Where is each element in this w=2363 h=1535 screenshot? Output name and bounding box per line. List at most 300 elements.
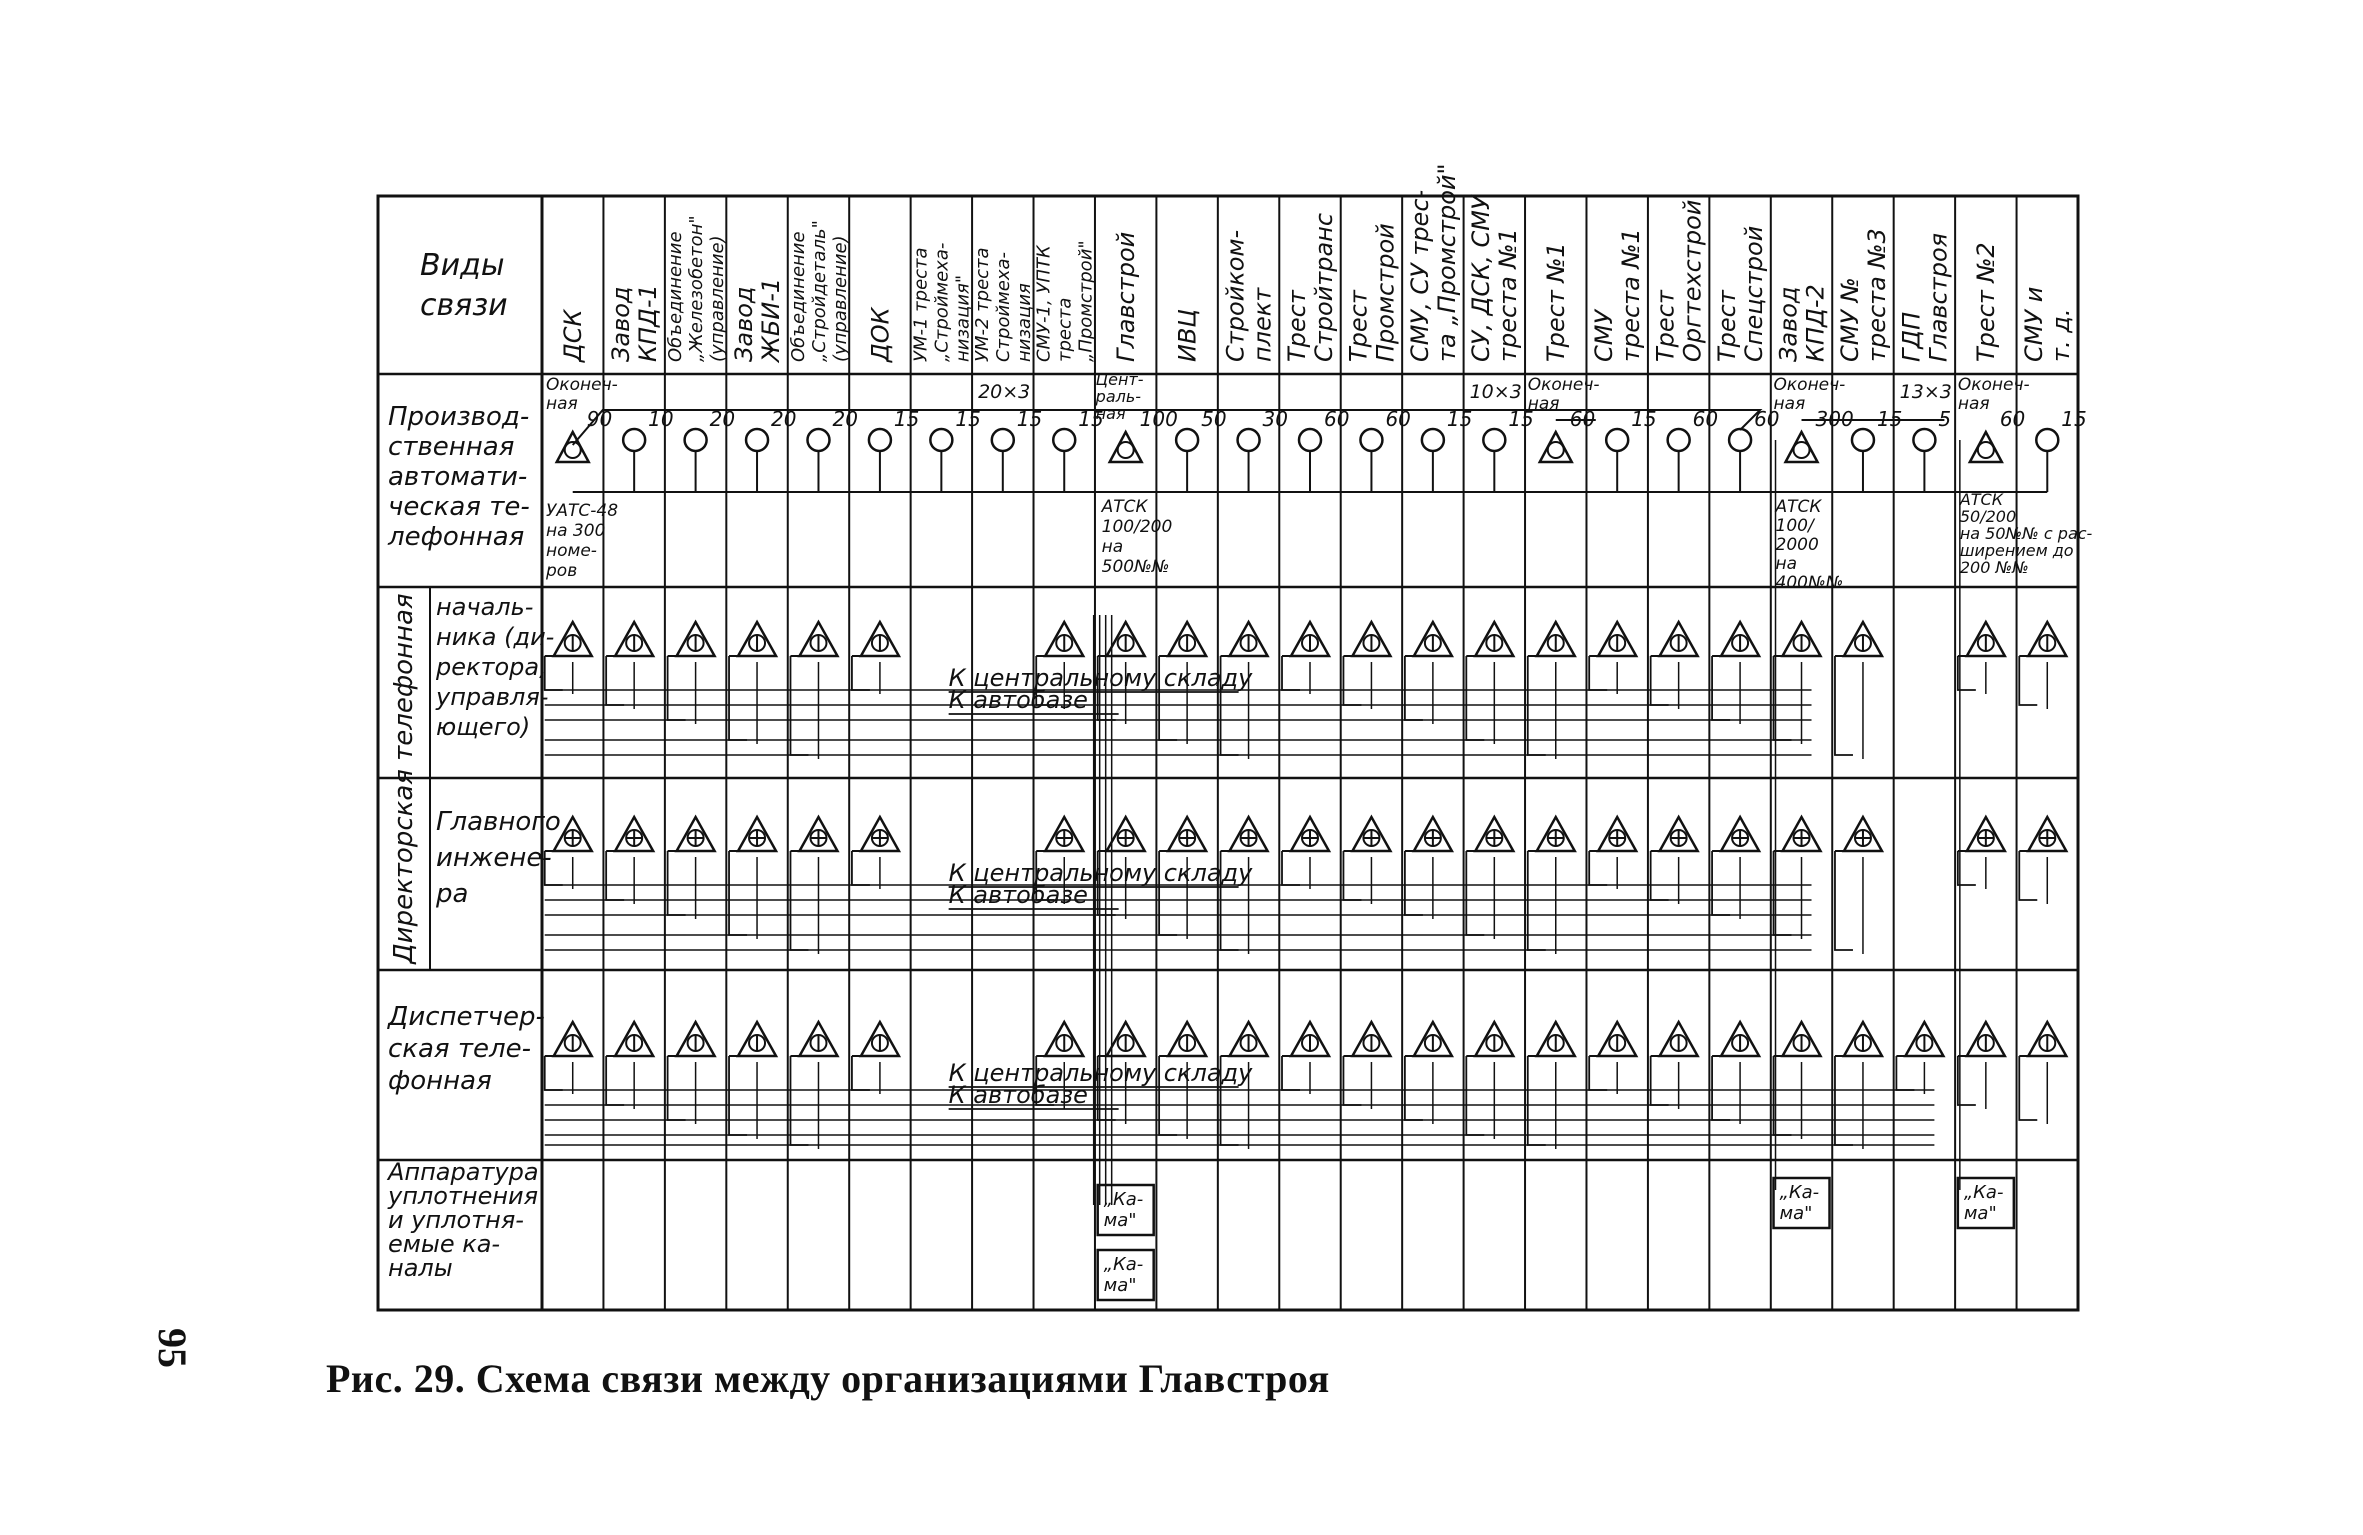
column-header-trest-promstroy <box>1344 223 1399 362</box>
column-header-text: Трест №1 <box>1542 242 1571 362</box>
column-header-smu-trest3 <box>1836 228 1891 362</box>
connection-line <box>1651 1056 1669 1105</box>
pats-line-count: 15 <box>1446 407 1473 431</box>
connection-line <box>1835 851 1853 950</box>
row-label-apparatus: уплотнения <box>388 1182 539 1210</box>
row-label-chief: началь- <box>436 593 534 621</box>
column-header-text: ИВЦ <box>1173 308 1202 362</box>
column-header-text: Объединение <box>787 231 809 362</box>
connection-line <box>852 851 870 885</box>
pats-line-count: 60 <box>1754 407 1780 431</box>
column-header-text: „Железобетон" <box>685 215 707 362</box>
connection-line <box>1589 1056 1607 1090</box>
phone-icon <box>1852 429 1874 451</box>
connection-line <box>790 1056 808 1145</box>
director-phone-icon <box>1774 622 1821 656</box>
column-header-dok <box>866 306 894 363</box>
pats-note-atsk-trest2: АТСК <box>1959 490 2004 509</box>
pats-line-count: 15 <box>1016 407 1043 431</box>
column-header-ob-zhelezobeton <box>665 215 728 362</box>
pats-note-atsk-kpd2: 2000 <box>1775 535 1819 555</box>
phone-icon <box>869 429 891 451</box>
pats-line-count: 15 <box>1508 407 1534 431</box>
connection-line <box>668 851 686 915</box>
column-header-text: Главстроя <box>1924 232 1953 362</box>
pats-group-label: 20×3 <box>978 381 1031 403</box>
column-header-text: СУ, ДСК, СМУ <box>1467 195 1496 362</box>
dispatch-phone-icon <box>1282 1022 1329 1056</box>
column-header-text: „Промстрой" <box>1075 240 1097 362</box>
column-header-text: Промстрой <box>1371 223 1400 362</box>
column-header-text: СМУ № <box>1835 277 1864 362</box>
column-header-text: СМУ-1, УПТК <box>1033 245 1055 362</box>
dispatch-phone-icon <box>790 1022 837 1056</box>
dispatch-phone-icon <box>1221 1022 1268 1056</box>
pats-note-okonechnaya: ная <box>1527 394 1560 414</box>
connection-line <box>606 656 624 705</box>
dispatch-phone-icon <box>1651 1022 1698 1056</box>
pats-note-okonechnaya: Оконеч- <box>1957 375 2030 395</box>
column-header-text: ЖБИ-1 <box>756 277 785 362</box>
pats-line-count: 20 <box>709 407 736 431</box>
row-label-engineer: ра <box>436 879 469 909</box>
row-label-chief: управля- <box>436 683 549 711</box>
column-header-text: треста №3 <box>1862 228 1891 362</box>
column-header-text: „Стройдеталь" <box>808 220 830 362</box>
phone-icon <box>930 429 952 451</box>
engineer-phone-icon <box>1098 817 1145 851</box>
column-header-text: треста №1 <box>1494 228 1523 362</box>
pats-line-count: 300 <box>1815 407 1854 431</box>
director-phone-icon <box>1036 622 1083 656</box>
engineer-phone-icon <box>1036 817 1083 851</box>
engineer-phone-icon <box>1282 817 1329 851</box>
pats-note-atsk-trest2: 200 №№ <box>1959 558 2029 577</box>
connection-line <box>1589 851 1607 885</box>
connection-line <box>1896 1056 1914 1090</box>
phone-icon <box>1729 429 1751 451</box>
pats-line-count: 20 <box>771 407 797 431</box>
connection-line <box>606 851 624 900</box>
director-phone-icon <box>1098 622 1145 656</box>
phone-icon <box>1238 429 1260 451</box>
svg-text:ма": ма" <box>1963 1203 1997 1224</box>
pats-note-uats: УАТС-48 <box>546 501 619 521</box>
connection-line <box>852 656 870 690</box>
row-label-pats: ственная <box>388 432 515 462</box>
column-header-text: плект <box>1248 287 1277 362</box>
kama-box-glavstroy-2 <box>1098 1250 1154 1300</box>
column-header-text: (управление) <box>829 235 851 362</box>
route-label-autobase: К автобазе <box>948 1081 1088 1109</box>
kama-box-trest2 <box>1958 1178 2014 1228</box>
phone-icon <box>1913 429 1935 451</box>
engineer-phone-icon <box>790 817 837 851</box>
pats-line-count: 60 <box>1692 407 1719 431</box>
svg-text:„Ка-: „Ка- <box>1103 1254 1144 1275</box>
director-phone-icon <box>1221 622 1268 656</box>
connection-line <box>1835 1056 1853 1145</box>
route-label-autobase: К автобазе <box>948 686 1088 714</box>
exchange-icon <box>1786 432 1818 462</box>
dispatch-phone-icon <box>1466 1022 1513 1056</box>
kama-box-glavstroy <box>1098 1185 1154 1235</box>
director-phone-icon <box>1835 622 1882 656</box>
pats-note-atsk-glavstroy: 500№№ <box>1101 557 1170 577</box>
phone-icon <box>2036 429 2058 451</box>
connection-line <box>1405 656 1423 720</box>
connection-line <box>1712 656 1730 720</box>
pats-group-label: 10×3 <box>1469 381 1522 403</box>
column-header-text: СМУ <box>1590 309 1619 362</box>
column-header-text: Трест <box>1712 290 1741 362</box>
pats-note-okonechnaya: Оконеч- <box>1773 375 1846 395</box>
connection-line <box>1835 656 1853 755</box>
row-label-director-group: Директорская телефонная <box>389 593 419 964</box>
engineer-phone-icon <box>1343 817 1390 851</box>
connection-line <box>1343 1056 1361 1105</box>
column-header-um2 <box>972 247 1035 362</box>
dispatch-phone-icon <box>545 1022 592 1056</box>
pats-group-label: 13×3 <box>1899 381 1952 403</box>
row-label-dispatch: фонная <box>388 1066 492 1096</box>
pats-line-count: 30 <box>1262 407 1289 431</box>
engineer-phone-icon <box>1774 817 1821 851</box>
column-header-glavstroy <box>1112 232 1140 362</box>
svg-text:„Ка-: „Ка- <box>1103 1189 1144 1210</box>
column-header-text: СМУ, СУ трес- <box>1405 189 1434 362</box>
svg-text:ма": ма" <box>1103 1210 1137 1231</box>
corner-header-text: Виды <box>420 248 505 283</box>
connection-line <box>852 1056 870 1090</box>
pats-line-count: 5 <box>1938 407 1952 431</box>
column-header-text: т. д. <box>2047 308 2076 362</box>
route-label-warehouse: К центральному складу <box>948 859 1253 887</box>
pats-note-atsk-kpd2: 400№№ <box>1775 573 1844 593</box>
svg-text:ма": ма" <box>1779 1203 1813 1224</box>
column-header-text: „Строймеха- <box>931 242 953 362</box>
connection-line <box>1712 851 1730 915</box>
dispatch-phone-icon <box>729 1022 776 1056</box>
column-header-text: КПД-2 <box>1801 284 1830 362</box>
svg-text:„Ка-: „Ка- <box>1963 1182 2004 1203</box>
director-phone-icon <box>1466 622 1513 656</box>
director-phone-icon <box>790 622 837 656</box>
pats-note-atsk-trest2: ширением до <box>1959 541 2074 560</box>
column-header-zavod-kpd2 <box>1774 284 1829 362</box>
director-phone-icon <box>606 622 653 656</box>
column-header-text: ГДП <box>1897 311 1926 362</box>
row-label-pats: автомати- <box>388 462 528 492</box>
pats-line-count: 20 <box>832 407 858 431</box>
dispatch-phone-icon <box>852 1022 899 1056</box>
engineer-phone-icon <box>1221 817 1268 851</box>
phone-icon <box>807 429 829 451</box>
row-label-apparatus: налы <box>388 1254 453 1282</box>
director-phone-icon <box>1958 622 2005 656</box>
column-header-text: УМ-1 треста <box>910 247 932 362</box>
column-header-text: Строймеха- <box>993 251 1015 362</box>
pats-line-count: 50 <box>1201 407 1227 431</box>
row-label-engineer: инжене- <box>436 843 552 873</box>
connection-line <box>2019 656 2037 705</box>
pats-note-atsk-glavstroy: АТСК <box>1101 497 1148 517</box>
column-header-ob-stroidetal <box>788 220 851 362</box>
route-label-warehouse: К центральному складу <box>948 1059 1253 1087</box>
column-header-trest2 <box>1972 242 2000 362</box>
phone-icon <box>1668 429 1690 451</box>
connection-line <box>1466 851 1484 935</box>
phone-icon <box>1053 429 1075 451</box>
pats-note-okonechnaya: ная <box>546 394 578 414</box>
engineer-phone-icon <box>1405 817 1452 851</box>
dispatch-phone-icon <box>1835 1022 1882 1056</box>
column-header-text: низация <box>1014 283 1036 362</box>
row-label-chief: ректора, <box>436 653 547 681</box>
column-header-zavod-zhbi1 <box>730 278 785 364</box>
pats-note-okonechnaya: ная <box>1957 394 1990 414</box>
column-header-text: Оргтехстрой <box>1678 199 1707 362</box>
dispatch-phone-icon <box>1528 1022 1575 1056</box>
engineer-phone-icon <box>1159 817 1206 851</box>
connection-line <box>1405 1056 1423 1120</box>
pats-line-count: 15 <box>1631 407 1657 431</box>
pats-line-count: 60 <box>1385 407 1411 431</box>
pats-line-count: 60 <box>1999 407 2026 431</box>
connection-line <box>1282 851 1300 885</box>
connection-line <box>1651 656 1669 705</box>
column-header-text: Стройком- <box>1221 229 1250 362</box>
column-header-text: (управление) <box>706 235 728 362</box>
connection-line <box>1343 851 1361 900</box>
pats-note-central: ная <box>1095 404 1126 423</box>
svg-text:ма": ма" <box>1103 1275 1137 1296</box>
exchange-icon <box>1110 432 1142 462</box>
connection-line <box>2019 1056 2037 1120</box>
pats-note-central: Цент- <box>1095 370 1144 389</box>
column-header-ivc <box>1174 309 1202 362</box>
row-label-pats: Производ- <box>388 402 530 432</box>
column-header-text: Завод <box>607 286 636 362</box>
row-label-pats: лефонная <box>388 522 525 552</box>
engineer-phone-icon <box>729 817 776 851</box>
column-header-smu-etc <box>2020 287 2075 362</box>
row-label-apparatus: и уплотня- <box>388 1206 524 1234</box>
director-phone-icon <box>729 622 776 656</box>
dispatch-phone-icon <box>1896 1022 1943 1056</box>
pats-note-uats: номе- <box>546 541 597 561</box>
column-header-smu-su <box>1406 163 1461 362</box>
engineer-phone-icon <box>606 817 653 851</box>
phone-icon <box>1299 429 1321 451</box>
column-header-text: УМ-2 треста <box>972 247 994 362</box>
pats-line-count: 60 <box>1569 407 1596 431</box>
pats-line-count: 15 <box>2061 407 2087 431</box>
engineer-phone-icon <box>1835 817 1882 851</box>
column-header-text: ДОК <box>866 307 895 362</box>
column-header-text: Главстрой <box>1112 231 1141 362</box>
exchange-icon <box>1540 432 1572 462</box>
pats-note-okonechnaya: ная <box>1773 394 1806 414</box>
page-number: 95 <box>150 1328 195 1368</box>
pats-line-count: 10 <box>648 407 674 431</box>
column-header-text: Трест №2 <box>1972 242 2001 362</box>
column-header-text: треста <box>1054 297 1076 362</box>
engineer-phone-icon <box>1466 817 1513 851</box>
connection-line <box>1282 1056 1300 1090</box>
column-header-text: треста №1 <box>1617 228 1646 362</box>
phone-icon <box>746 429 768 451</box>
dispatch-phone-icon <box>1159 1022 1206 1056</box>
column-header-text: низация" <box>952 274 974 362</box>
column-header-smu-trest1 <box>1590 228 1645 362</box>
column-header-dsk <box>559 308 587 363</box>
connection-line <box>729 656 747 740</box>
route-label-autobase: К автобазе <box>948 881 1088 909</box>
kama-box-kpd2 <box>1774 1178 1830 1228</box>
svg-text:„Ка-: „Ка- <box>1779 1182 1820 1203</box>
dispatch-phone-icon <box>1036 1022 1083 1056</box>
engineer-phone-icon <box>1651 817 1698 851</box>
dispatch-phone-icon <box>1774 1022 1821 1056</box>
engineer-phone-icon <box>2019 817 2066 851</box>
column-header-su-dsk <box>1467 194 1522 362</box>
connection-line <box>1466 1056 1484 1135</box>
column-header-text: Завод <box>1774 286 1803 362</box>
column-header-text: Трест <box>1282 290 1311 362</box>
pats-note-uats: ров <box>546 561 578 581</box>
pats-note-atsk-kpd2: АТСК <box>1775 497 1822 517</box>
connection-line <box>1282 656 1300 690</box>
pats-note-atsk-glavstroy: 100/200 <box>1101 517 1173 537</box>
phone-icon <box>1483 429 1505 451</box>
dispatch-phone-icon <box>2019 1022 2066 1056</box>
connection-line <box>545 1056 563 1090</box>
pats-note-atsk-kpd2: 100/ <box>1775 516 1814 536</box>
director-phone-icon <box>1282 622 1329 656</box>
connection-line <box>668 656 686 720</box>
phone-icon <box>685 429 707 451</box>
dispatch-phone-icon <box>1589 1022 1636 1056</box>
phone-icon <box>1176 429 1198 451</box>
director-phone-icon <box>1159 622 1206 656</box>
director-phone-icon <box>1343 622 1390 656</box>
engineer-phone-icon <box>852 817 899 851</box>
figure-caption: Рис. 29. Схема связи между организациями Главстроя <box>326 1356 1330 1401</box>
connection-line <box>2019 851 2037 900</box>
connection-line <box>1343 656 1361 705</box>
pats-line-count: 60 <box>1324 407 1350 431</box>
column-header-text: СМУ и <box>2020 286 2049 362</box>
dispatch-phone-icon <box>1958 1022 2005 1056</box>
director-phone-icon <box>1528 622 1575 656</box>
pats-note-central: раль- <box>1095 387 1142 406</box>
pats-line-count: 100 <box>1139 407 1178 431</box>
pats-note-okonechnaya: Оконеч- <box>1527 375 1600 395</box>
column-header-um1 <box>911 243 974 362</box>
row-label-chief: ющего) <box>436 713 531 741</box>
pats-note-atsk-glavstroy: на <box>1101 537 1124 557</box>
exchange-icon <box>1970 432 2002 462</box>
director-phone-icon <box>1589 622 1636 656</box>
connection-line <box>1589 656 1607 690</box>
dispatch-phone-icon <box>668 1022 715 1056</box>
connection-line <box>729 851 747 935</box>
column-header-text: ДСК <box>559 309 588 362</box>
column-header-text: Трест <box>1344 290 1373 362</box>
column-header-text: Объединение <box>664 231 686 362</box>
dispatch-phone-icon <box>1712 1022 1759 1056</box>
pats-line-count: 90 <box>586 407 613 431</box>
director-phone-icon <box>2019 622 2066 656</box>
director-phone-icon <box>852 622 899 656</box>
connection-line <box>668 1056 686 1120</box>
connection-line <box>1466 656 1484 740</box>
column-header-text: КПД-1 <box>634 284 663 362</box>
director-phone-icon <box>1405 622 1452 656</box>
engineer-phone-icon <box>1528 817 1575 851</box>
pats-line-count: 15 <box>1078 407 1104 431</box>
column-header-text: Трест <box>1651 290 1680 362</box>
director-phone-icon <box>668 622 715 656</box>
pats-note-atsk-kpd2: на <box>1775 554 1798 574</box>
corner-header-text: связи <box>420 288 508 323</box>
column-header-trest-stroytrans <box>1283 213 1338 362</box>
row-label-dispatch: Диспетчер- <box>388 1002 545 1032</box>
phone-icon <box>1422 429 1444 451</box>
column-header-trest1 <box>1542 242 1570 362</box>
column-header-text: Стройтранс <box>1309 212 1338 362</box>
pats-line-count: 15 <box>955 407 981 431</box>
row-label-apparatus: Аппаратура <box>388 1158 539 1186</box>
pats-note-atsk-trest2: 50/200 <box>1959 507 2017 526</box>
column-header-trest-specstroy <box>1713 226 1768 362</box>
director-phone-icon <box>1651 622 1698 656</box>
row-label-pats: ческая те- <box>388 492 530 522</box>
connection-line <box>1528 1056 1546 1145</box>
connection-line <box>1651 851 1669 900</box>
pats-note-okonechnaya: Оконеч- <box>546 375 618 395</box>
column-header-text: Завод <box>729 286 758 362</box>
route-label-warehouse: К центральному складу <box>948 664 1253 692</box>
phone-icon <box>623 429 645 451</box>
exchange-icon <box>557 432 589 462</box>
connection-line <box>729 1056 747 1135</box>
row-label-dispatch: ская теле- <box>388 1034 531 1064</box>
row-label-engineer: Главного <box>436 807 561 837</box>
pats-note-uats: на 300 <box>546 521 606 541</box>
engineer-phone-icon <box>668 817 715 851</box>
director-phone-icon <box>1712 622 1759 656</box>
dispatch-phone-icon <box>606 1022 653 1056</box>
scheme-frame <box>378 196 2078 1310</box>
phone-icon <box>1606 429 1628 451</box>
dispatch-phone-icon <box>1098 1022 1145 1056</box>
engineer-phone-icon <box>1958 817 2005 851</box>
dispatch-phone-icon <box>1343 1022 1390 1056</box>
engineer-phone-icon <box>1589 817 1636 851</box>
column-header-text: Спецстрой <box>1739 225 1768 362</box>
column-header-text: та „Промстрой" <box>1432 163 1461 362</box>
connection-line <box>1712 1056 1730 1120</box>
row-label-chief: ника (ди- <box>436 623 555 651</box>
connection-line <box>606 1056 624 1105</box>
column-header-stroykomplekt <box>1221 230 1276 362</box>
column-header-zavod-kpd1 <box>607 284 662 362</box>
row-label-apparatus: емые ка- <box>388 1230 501 1258</box>
connection-line <box>1405 851 1423 915</box>
phone-icon <box>992 429 1014 451</box>
